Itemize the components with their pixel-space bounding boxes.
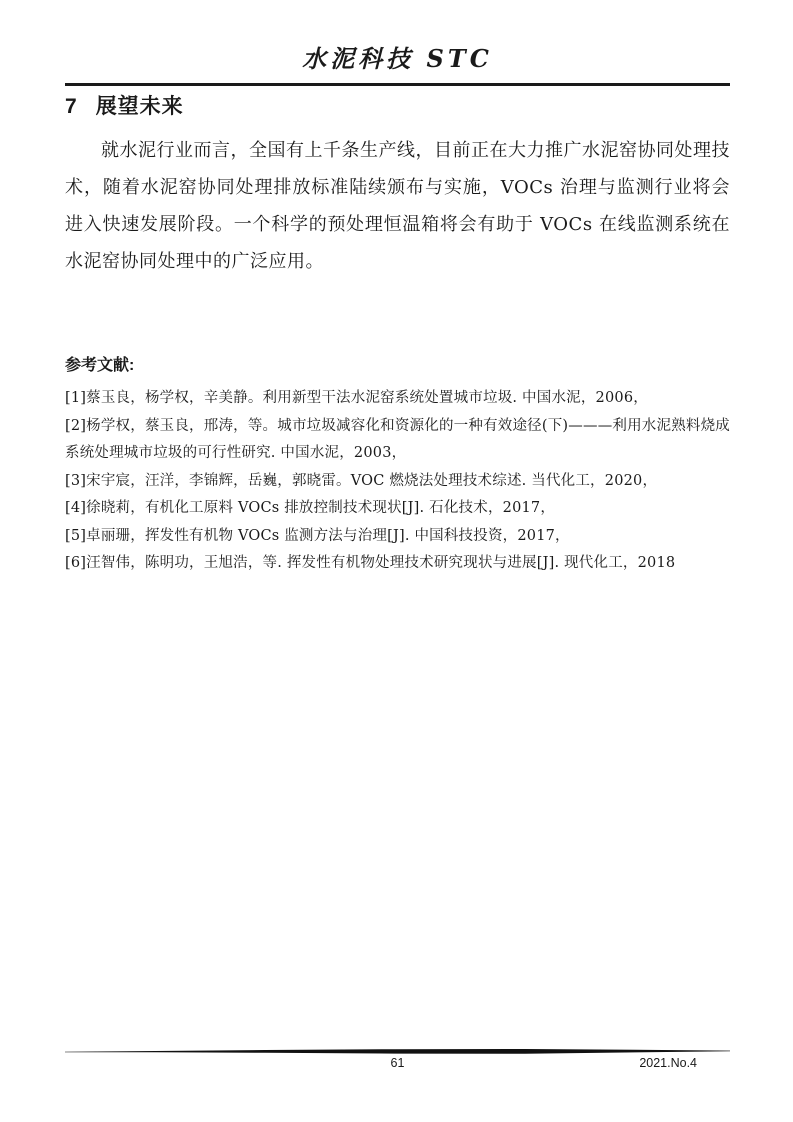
reference-item: [6]汪智伟，陈明功，王旭浩，等. 挥发性有机物处理技术研究现状与进展[J]. 现代化工，2018 [65, 555, 676, 571]
reference-item: [1]蔡玉良，杨学权，辛美静。利用新型干法水泥窑系统处置城市垃圾. 中国水泥，2006， [65, 390, 648, 406]
section-title: 展望未来 [95, 95, 184, 118]
reference-item: [2]杨学权，蔡玉良，邢涛，等。城市垃圾减容化和资源化的一种有效途径(下)———利用水泥熟料烧成系统处理城市垃圾的可行性研究. 中国水泥，2003， [65, 417, 730, 461]
journal-header-title: 水泥科技 STC [65, 42, 730, 86]
section-heading [65, 93, 730, 121]
body-paragraph: 就水泥行业而言，全国有上千条生产线，目前正在大力推广水泥窑协同处理技术，随着水泥窑协同处理排放标准陆续颁布与实施，VOCs 治理与监测行业将会进入快速发展阶段。一个科学的预处理恒温箱将会有助于 VOCs 在线监测系统在水泥窑协同处理中的广泛应用。 [65, 140, 730, 272]
reference-item: [3]宋宇宸，汪洋，李锦辉，岳巍，郭晓雷。VOC 燃烧法处理技术综述. 当代化工，2020， [65, 472, 658, 489]
footer-page-number: 61 [390, 1056, 405, 1070]
page-content [65, 42, 730, 578]
footer-issue-number: 2021.No.4 [639, 1056, 697, 1070]
section-number: 7 [65, 95, 78, 118]
references-heading: 参考文献: [65, 357, 135, 374]
reference-item: [5]卓丽珊，挥发性有机物 VOCs 监测方法与治理[J]. 中国科技投资，2017， [65, 527, 570, 544]
references-list [65, 385, 730, 578]
reference-item: [4]徐晓莉，有机化工原料 VOCs 排放控制技术现状[J]. 石化技术，2017， [65, 500, 556, 516]
